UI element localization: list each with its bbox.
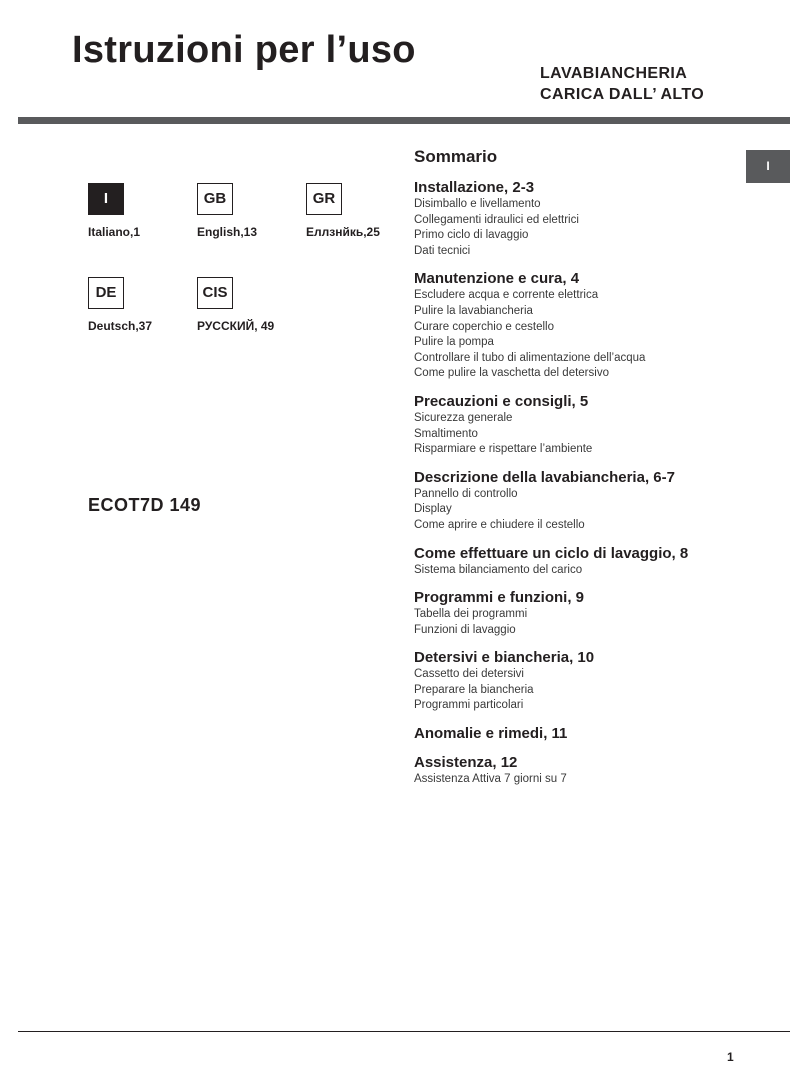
toc-section (414, 724, 744, 743)
language-label: English,13 (197, 225, 258, 239)
language-code-box: DE (88, 277, 124, 309)
toc-subitem[interactable]: Dati tecnici (414, 244, 471, 257)
toc-section (414, 468, 744, 534)
language-label: Italiano,1 (88, 225, 141, 239)
toc-subitem[interactable]: Escludere acqua e corrente elettrica (414, 289, 599, 302)
language-russian[interactable] (197, 277, 274, 333)
bottom-divider (18, 1031, 790, 1032)
toc-subitem[interactable]: Sistema bilanciamento del carico (414, 563, 583, 576)
toc-subitem[interactable]: Tabella dei programmi (414, 608, 528, 621)
toc-section (414, 648, 744, 714)
toc-section (414, 588, 744, 638)
model-number: ECOT7D 149 (88, 495, 202, 515)
page-title: Istruzioni per l’uso (72, 29, 416, 71)
language-code-box: GR (306, 183, 342, 215)
product-type-line-1: LAVABIANCHERIA (540, 65, 688, 82)
toc-sections (414, 178, 744, 788)
toc-subitem[interactable]: Pannello di controllo (414, 487, 518, 500)
toc-subitem[interactable]: Smaltimento (414, 427, 478, 440)
toc-subitem[interactable]: Assistenza Attiva 7 giorni su 7 (414, 773, 567, 786)
toc-subitem[interactable]: Come pulire la vaschetta del detersivo (414, 367, 609, 380)
toc-subitem[interactable]: Curare coperchio e cestello (414, 320, 554, 333)
toc-subitem[interactable]: Cassetto dei detersivi (414, 668, 524, 681)
language-code-box: I (88, 183, 124, 215)
toc-subitem[interactable]: Risparmiare e rispettare l’ambiente (414, 443, 593, 456)
language-code-box: GB (197, 183, 233, 215)
toc-section-title[interactable]: Anomalie e rimedi, 11 (414, 725, 568, 743)
toc-section-title[interactable]: Installazione, 2-3 (414, 179, 535, 196)
product-type-line-2: CARICA DALL’ ALTO (540, 86, 705, 103)
toc-subitem[interactable]: Programmi particolari (414, 699, 524, 712)
toc-section-title[interactable]: Descrizione della lavabiancheria, 6-7 (414, 468, 675, 486)
top-divider (18, 117, 790, 124)
toc-subitem[interactable]: Preparare la biancheria (414, 683, 534, 696)
toc-section (414, 178, 744, 259)
toc-section (414, 753, 744, 788)
toc-section-title[interactable]: Programmi e funzioni, 9 (414, 589, 585, 607)
toc-subitem[interactable]: Disimballo e livellamento (414, 198, 541, 210)
product-type (540, 63, 704, 105)
toc-subitem[interactable]: Collegamenti idraulici ed elettrici (414, 213, 579, 226)
language-english[interactable] (197, 183, 257, 239)
toc-heading: Sommario (414, 147, 498, 166)
toc-section (414, 392, 744, 458)
toc-subitem[interactable]: Come aprire e chiudere il cestello (414, 518, 585, 531)
toc-subitem[interactable]: Display (414, 503, 452, 516)
language-label: Deutsch,37 (88, 319, 153, 333)
page-number: 1 (727, 1050, 734, 1064)
toc-section-title[interactable]: Manutenzione e cura, 4 (414, 270, 580, 288)
language-side-tab: I (746, 150, 790, 183)
toc-section (414, 544, 744, 579)
language-greek[interactable] (306, 183, 380, 239)
toc-section-title[interactable]: Come effettuare un ciclo di lavaggio, 8 (414, 544, 689, 562)
table-of-contents (414, 146, 744, 798)
language-label: Еллзнйкь,25 (306, 225, 380, 239)
language-label: РУССКИЙ, 49 (197, 319, 275, 333)
toc-subitem[interactable]: Sicurezza generale (414, 411, 513, 424)
toc-section-title[interactable]: Precauzioni e consigli, 5 (414, 392, 589, 410)
language-german[interactable] (88, 277, 152, 333)
toc-subitem[interactable]: Funzioni di lavaggio (414, 623, 516, 636)
toc-subitem[interactable]: Pulire la pompa (414, 336, 494, 349)
toc-section-title[interactable]: Assistenza, 12 (414, 754, 518, 772)
toc-section (414, 269, 744, 382)
language-code-box: CIS (197, 277, 233, 309)
toc-subitem[interactable]: Primo ciclo di lavaggio (414, 229, 529, 242)
language-italian[interactable] (88, 183, 140, 239)
toc-subitem[interactable]: Pulire la lavabiancheria (414, 304, 533, 317)
toc-section-title[interactable]: Detersivi e biancheria, 10 (414, 649, 595, 667)
toc-subitem[interactable]: Controllare il tubo di alimentazione dell’acqua (414, 351, 646, 364)
